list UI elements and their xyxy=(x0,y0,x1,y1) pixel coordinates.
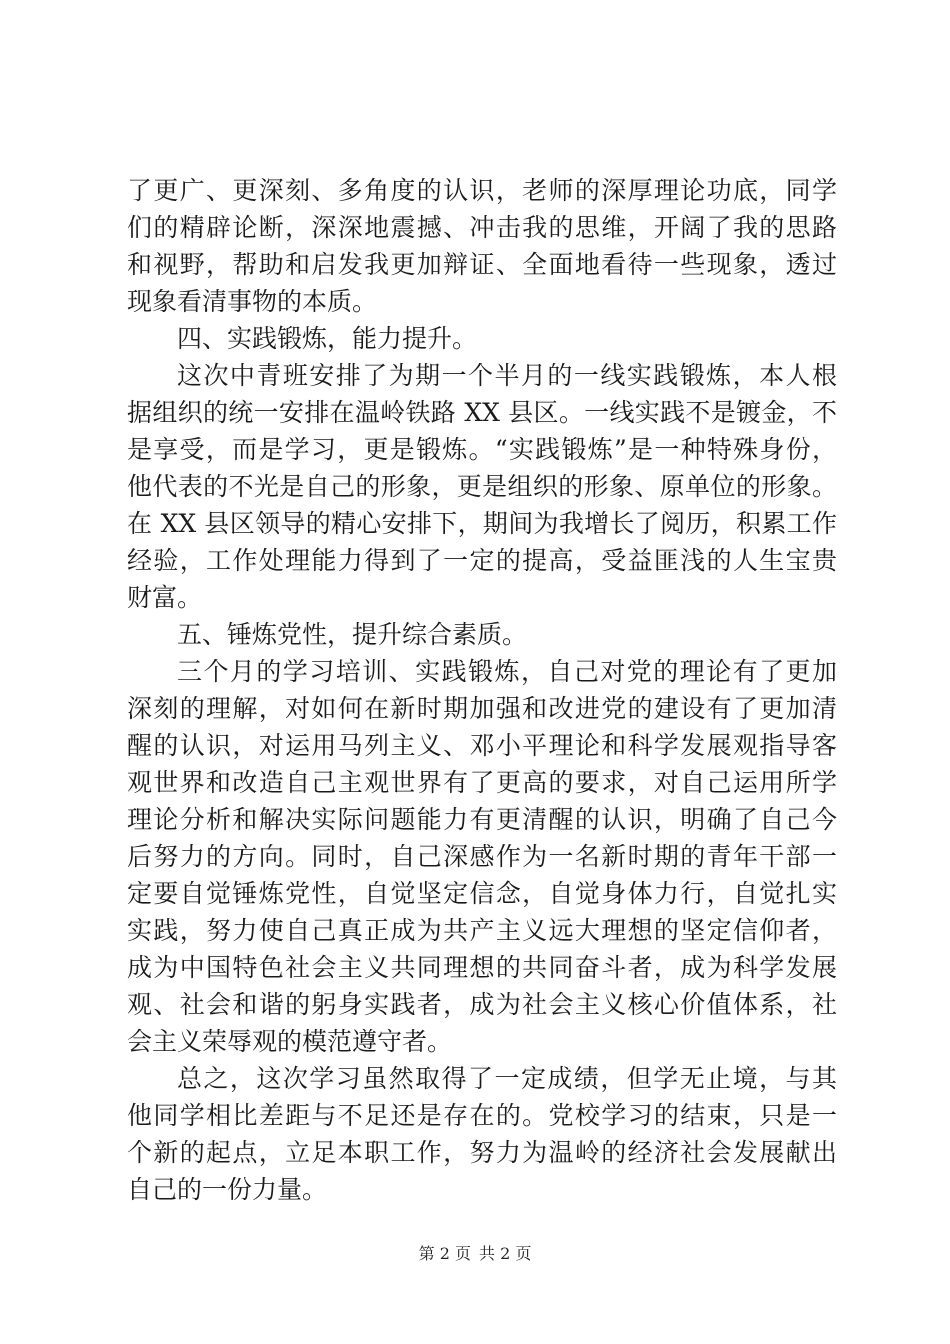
text-line: 总之，这次学习虽然取得了一定成绩，但学无止境，与其 xyxy=(177,1064,837,1093)
text-line: 他代表的不光是自己的形象，更是组织的形象、原单位的形象。 xyxy=(127,472,837,501)
text-line: 据组织的统一安排在温岭铁路 XX 县区。一线实践不是镀金，不 xyxy=(127,398,837,427)
text-line: 是享受，而是学习，更是锻炼。“实践锻炼”是一种特殊身份， xyxy=(127,435,837,464)
text-line: 观、社会和谐的躬身实践者，成为社会主义核心价值体系，社 xyxy=(127,990,837,1019)
section-heading: 四、实践锻炼，能力提升。 xyxy=(177,324,478,353)
document-body xyxy=(127,172,837,1208)
text-line: 现象看清事物的本质。 xyxy=(127,287,378,316)
text-line: 自己的一份力量。 xyxy=(127,1175,328,1204)
text-line: 经验，工作处理能力得到了一定的提高，受益匪浅的人生宝贵 xyxy=(127,546,837,575)
text-line: 后努力的方向。同时，自己深感作为一名新时期的青年干部一 xyxy=(127,842,837,871)
text-line: 定要自觉锤炼党性，自觉坚定信念，自觉身体力行，自觉扎实 xyxy=(127,879,837,908)
section-heading: 五、锤炼党性，提升综合素质。 xyxy=(177,620,528,649)
text-line: 醒的认识，对运用马列主义、邓小平理论和科学发展观指导客 xyxy=(127,731,837,760)
text-line: 财富。 xyxy=(127,583,203,612)
page-total: 共 2 页 xyxy=(479,1244,532,1263)
text-line: 成为中国特色社会主义共同理想的共同奋斗者，成为科学发展 xyxy=(127,953,837,982)
page-footer xyxy=(0,1244,950,1264)
text-line: 观世界和改造自己主观世界有了更高的要求，对自己运用所学 xyxy=(127,768,837,797)
text-line: 他同学相比差距与不足还是存在的。党校学习的结束，只是一 xyxy=(127,1101,837,1130)
text-line: 深刻的理解，对如何在新时期加强和改进党的建设有了更加清 xyxy=(127,694,837,723)
text-line: 在 XX 县区领导的精心安排下，期间为我增长了阅历，积累工作 xyxy=(127,509,837,538)
text-line: 会主义荣辱观的模范遵守者。 xyxy=(127,1027,453,1056)
text-line: 实践，努力使自己真正成为共产主义远大理想的坚定信仰者， xyxy=(127,916,837,945)
text-line: 个新的起点，立足本职工作，努力为温岭的经济社会发展献出 xyxy=(127,1138,837,1167)
page-number: 第 2 页 xyxy=(418,1244,471,1263)
text-line: 理论分析和解决实际问题能力有更清醒的认识，明确了自己今 xyxy=(127,805,837,834)
text-line: 这次中青班安排了为期一个半月的一线实践锻炼，本人根 xyxy=(177,361,837,390)
text-line: 了更广、更深刻、多角度的认识，老师的深厚理论功底，同学 xyxy=(127,176,837,205)
text-line: 们的精辟论断，深深地震撼、冲击我的思维，开阔了我的思路 xyxy=(127,213,837,242)
text-line: 三个月的学习培训、实践锻炼，自己对党的理论有了更加 xyxy=(177,657,837,686)
text-line: 和视野，帮助和启发我更加辩证、全面地看待一些现象，透过 xyxy=(127,250,837,279)
